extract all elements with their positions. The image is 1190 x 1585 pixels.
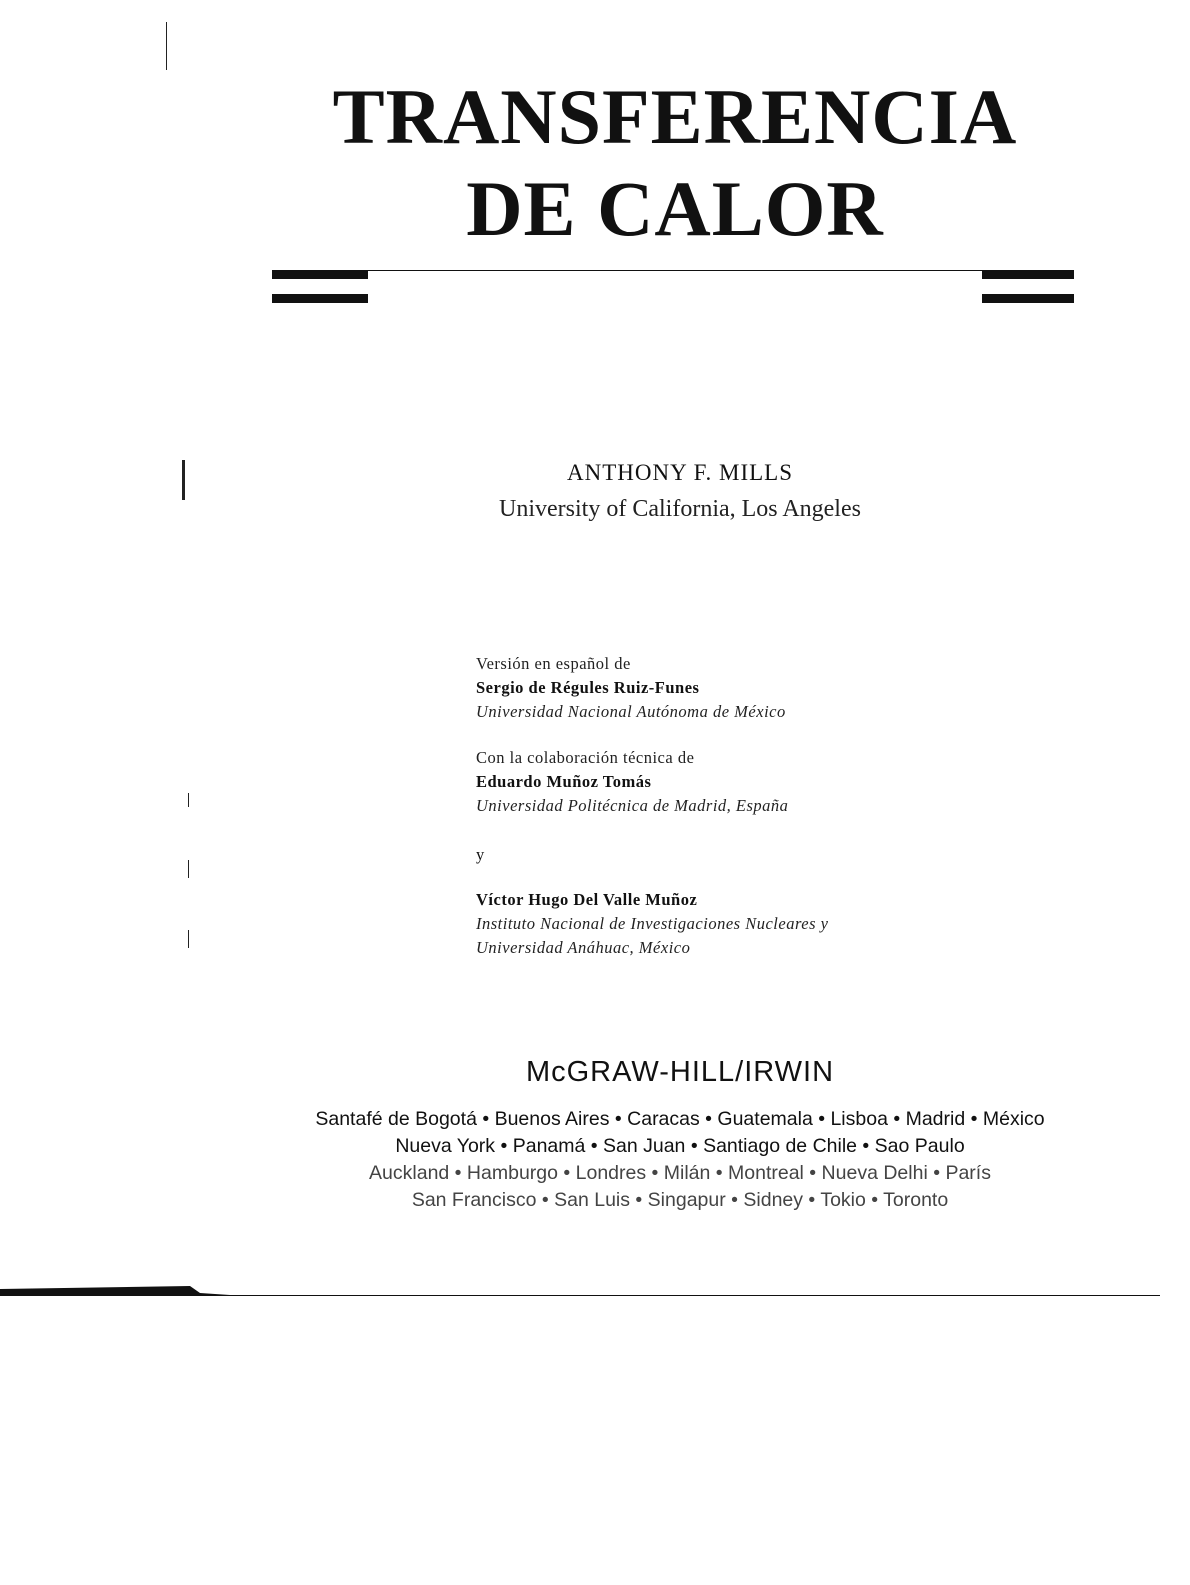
collaborator-2-institution-line-1: Instituto Nacional de Investigaciones Nucleares y bbox=[476, 914, 829, 933]
author-affiliation: University of California, Los Angeles bbox=[499, 496, 861, 522]
publisher-cities-line-1: Santafé de Bogotá • Buenos Aires • Caracas • Guatemala • Lisboa • Madrid • México bbox=[315, 1108, 1045, 1130]
translation-lead: Versión en español de bbox=[476, 654, 631, 673]
translation-credit bbox=[476, 652, 996, 724]
collaboration-conjunction: y bbox=[476, 845, 485, 864]
collaborator-2-institution-line-2: Universidad Anáhuac, México bbox=[476, 938, 691, 957]
collaborator-name: Eduardo Muñoz Tomás bbox=[476, 772, 652, 791]
title-line-1: TRANSFERENCIA bbox=[332, 73, 1018, 160]
collaborator-2-name: Víctor Hugo Del Valle Muñoz bbox=[476, 890, 698, 909]
title-rule-center bbox=[368, 270, 982, 271]
publisher-cities-line-2: Nueva York • Panamá • San Juan • Santiago de Chile • Sao Paulo bbox=[395, 1135, 965, 1157]
title-rule-right-bottom bbox=[982, 294, 1074, 303]
collaboration-credit bbox=[476, 746, 996, 818]
scan-mark bbox=[188, 860, 189, 878]
publisher-cities-line-3: Auckland • Hamburgo • Londres • Milán • Montreal • Nueva Delhi • París bbox=[369, 1162, 991, 1184]
second-collaborator bbox=[476, 888, 996, 960]
collaboration-lead: Con la colaboración técnica de bbox=[476, 748, 695, 767]
scan-mark bbox=[188, 930, 189, 948]
title-rule-right-top bbox=[982, 270, 1074, 279]
translator-institution: Universidad Nacional Autónoma de México bbox=[476, 702, 786, 721]
title-rule-left-bottom bbox=[272, 294, 368, 303]
translator-name: Sergio de Régules Ruiz-Funes bbox=[476, 678, 700, 697]
title-line-2: DE CALOR bbox=[466, 165, 884, 252]
collaborator-institution: Universidad Politécnica de Madrid, España bbox=[476, 796, 789, 815]
scan-mark bbox=[182, 460, 185, 500]
author-name: ANTHONY F. MILLS bbox=[566, 460, 794, 485]
bottom-rule bbox=[0, 1275, 1190, 1305]
scan-mark bbox=[188, 793, 189, 807]
publisher-cities-line-4: San Francisco • San Luis • Singapur • Sidney • Tokio • Toronto bbox=[411, 1189, 949, 1211]
publisher-name: McGRAW-HILL/IRWIN bbox=[525, 1056, 835, 1088]
title-rule-left-top bbox=[272, 270, 368, 279]
scan-mark bbox=[166, 22, 167, 70]
